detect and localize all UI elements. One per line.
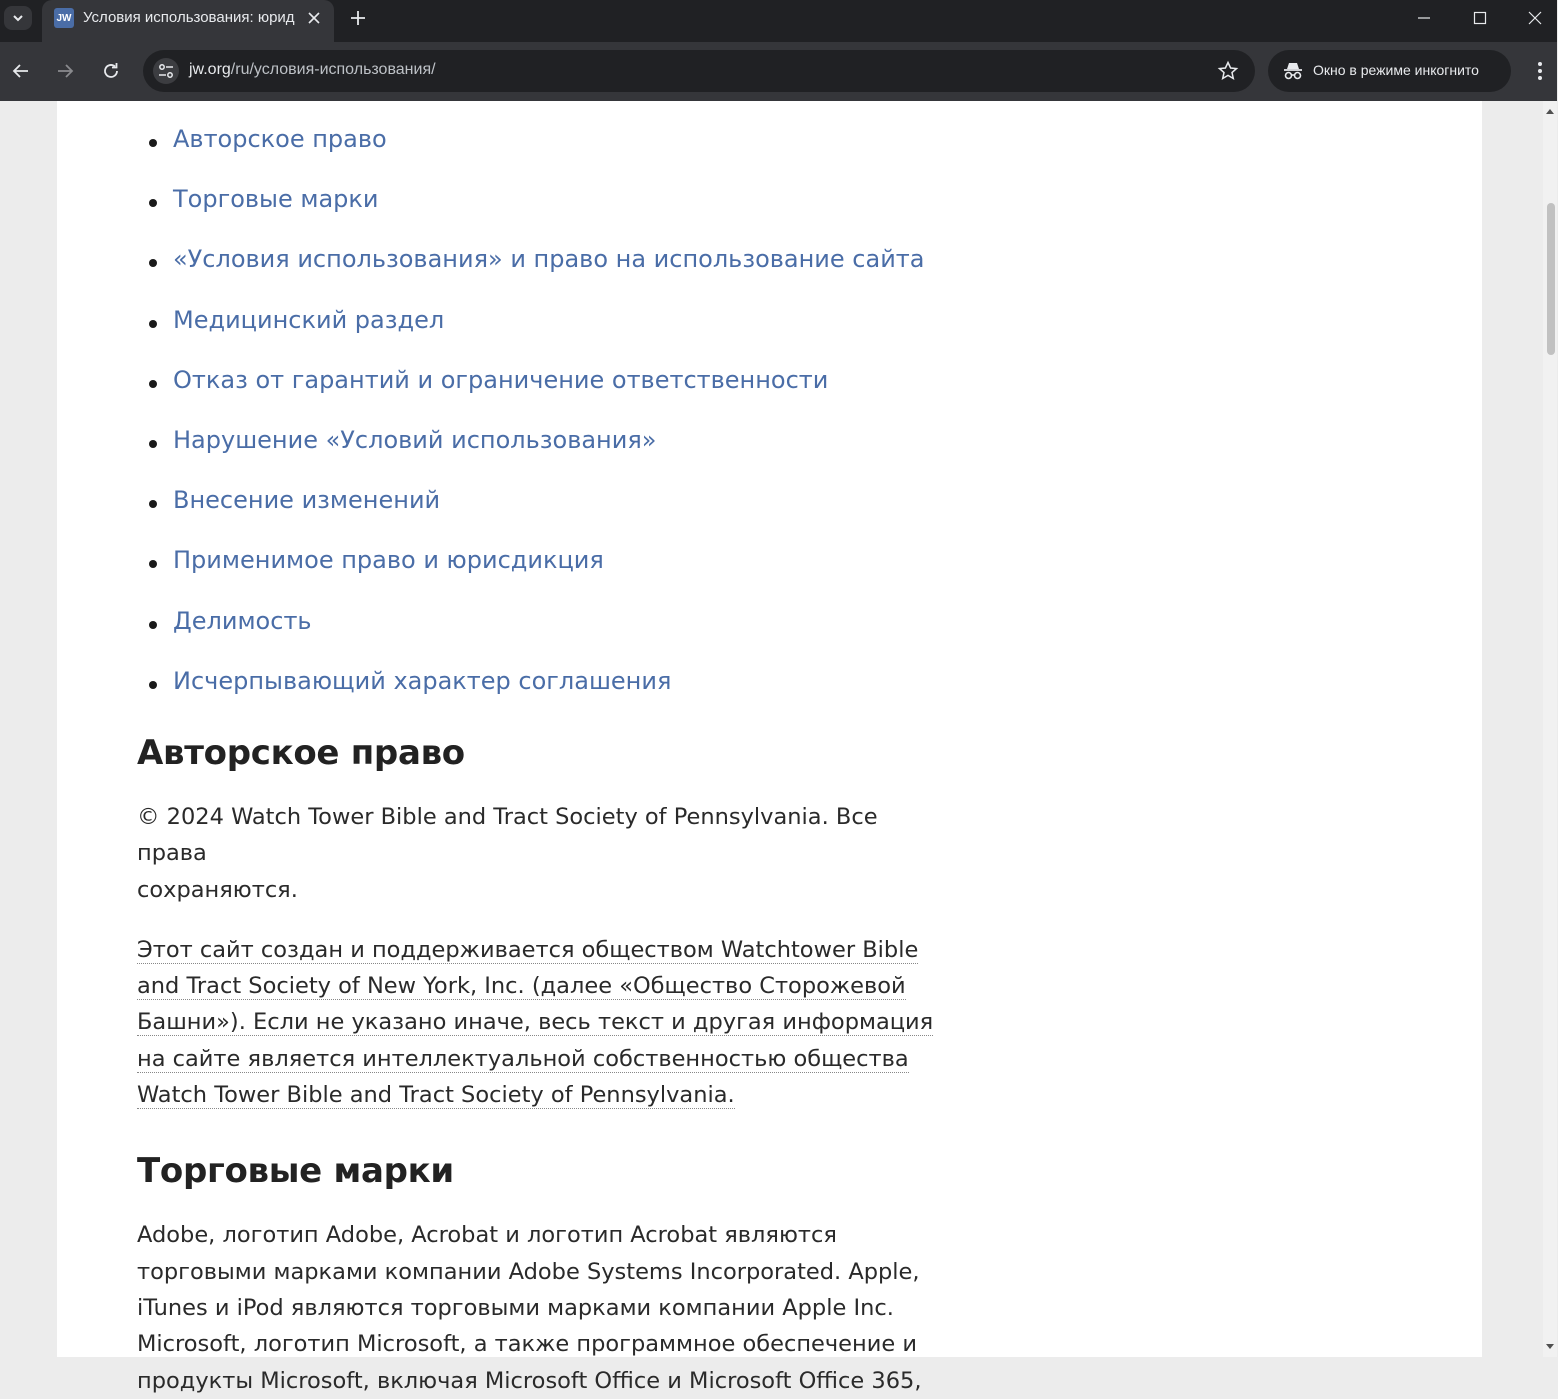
scrollbar-thumb[interactable]: [1547, 203, 1555, 355]
copyright-line: сохраняются.: [137, 876, 298, 903]
bullet-icon: [149, 199, 157, 207]
reload-button[interactable]: [96, 56, 126, 86]
toc-link-governing-law[interactable]: Применимое право и юрисдикция: [173, 546, 604, 575]
minimize-icon: [1417, 11, 1431, 25]
window-close-button[interactable]: [1512, 4, 1558, 32]
publisher-line: на сайте является интеллектуальной собственностью общества: [137, 1045, 909, 1072]
incognito-badge[interactable]: [1268, 50, 1511, 92]
section-heading-trademarks: Торговые марки: [137, 1151, 454, 1192]
plus-icon: [350, 10, 366, 26]
trademarks-line: Microsoft, логотип Microsoft, а также программное обеспечение и: [137, 1331, 917, 1358]
toc-link-trademarks[interactable]: Торговые марки: [173, 185, 379, 214]
browser-toolbar: [0, 42, 1557, 101]
arrow-left-icon: [12, 62, 30, 80]
trademarks-line: продукты Microsoft, включая Microsoft Office и Microsoft Office 365,: [137, 1367, 922, 1394]
tab-close-button[interactable]: [304, 8, 324, 28]
site-info-button[interactable]: [153, 58, 179, 84]
bullet-icon: [149, 259, 157, 267]
bullet-icon: [149, 139, 157, 147]
incognito-label: Окно в режиме инкогнито: [1313, 62, 1479, 78]
bullet-icon: [149, 560, 157, 568]
reload-icon: [102, 62, 120, 80]
toc-link-severability[interactable]: Делимость: [173, 606, 312, 635]
address-bar[interactable]: [143, 50, 1255, 92]
vertical-scrollbar[interactable]: [1543, 101, 1557, 1357]
trademarks-line: iTunes и iPod являются торговыми марками компании Apple Inc.: [137, 1294, 894, 1321]
tune-icon: [158, 63, 174, 79]
maximize-icon: [1473, 11, 1487, 25]
close-icon: [308, 12, 320, 24]
page-content: [57, 101, 1482, 1394]
chevron-down-icon: [12, 12, 24, 24]
star-icon: [1218, 61, 1238, 81]
publisher-line: Этот сайт создан и поддерживается обществом Watchtower Bible: [137, 936, 919, 963]
trademarks-line: Adobe, логотип Adobe, Acrobat и логотип Acrobat являются: [137, 1222, 837, 1249]
browser-menu-button[interactable]: [1526, 56, 1554, 86]
new-tab-button[interactable]: [344, 6, 372, 30]
copyright-paragraph: [137, 799, 947, 908]
browser-titlebar: [0, 0, 1557, 42]
bullet-icon: [149, 500, 157, 508]
active-tab[interactable]: [42, 0, 334, 42]
bullet-icon: [149, 320, 157, 328]
forward-button[interactable]: [50, 56, 80, 86]
publisher-line: Башни»). Если не указано иначе, весь текст и другая информация: [137, 1009, 934, 1036]
toc-link-entire-agreement[interactable]: Исчерпывающий характер соглашения: [173, 666, 672, 695]
url-host: jw.org: [189, 61, 231, 78]
toc-link-medical[interactable]: Медицинский раздел: [173, 305, 445, 334]
toc-link-copyright[interactable]: Авторское право: [173, 125, 387, 153]
publisher-paragraph: [137, 932, 947, 1113]
url-text[interactable]: [189, 61, 436, 79]
bullet-icon: [149, 440, 157, 448]
toc-link-disclaimer[interactable]: Отказ от гарантий и ограничение ответственности: [173, 365, 829, 394]
publisher-line: and Tract Society of New York, Inc. (далее «Общество Сторожевой: [137, 973, 906, 1000]
scroll-down-arrow-icon[interactable]: [1546, 1344, 1554, 1349]
trademarks-paragraph: [137, 1217, 947, 1398]
minimize-button[interactable]: [1401, 4, 1447, 32]
close-icon: [1528, 11, 1542, 25]
section-heading-copyright: Авторское право: [137, 733, 465, 773]
url-path: /ru/условия-использования/: [230, 61, 436, 78]
toc-link-violation[interactable]: Нарушение «Условий использования»: [173, 425, 657, 454]
scroll-up-arrow-icon[interactable]: [1546, 109, 1554, 114]
toc-link-terms-of-use[interactable]: «Условия использования» и право на использование сайта: [173, 245, 925, 274]
more-vertical-icon: [1537, 61, 1543, 81]
arrow-right-icon: [56, 62, 74, 80]
jw-favicon-icon: JW: [54, 8, 74, 28]
maximize-button[interactable]: [1457, 4, 1503, 32]
tab-title: Условия использования: юрид: [83, 9, 295, 26]
bullet-icon: [149, 380, 157, 388]
bookmark-button[interactable]: [1217, 60, 1239, 82]
copyright-line: © 2024 Watch Tower Bible and Tract Society of Pennsylvania. Все права: [137, 804, 878, 867]
tab-search-button[interactable]: [4, 6, 32, 30]
article-body: [137, 733, 947, 1399]
incognito-icon: [1282, 60, 1304, 82]
back-button[interactable]: [6, 56, 36, 86]
trademarks-line: торговыми марками компании Adobe Systems Incorporated. Apple,: [137, 1258, 920, 1285]
publisher-line: Watch Tower Bible and Tract Society of Pennsylvania.: [137, 1082, 735, 1109]
toc-link-changes[interactable]: Внесение изменений: [173, 486, 441, 515]
bullet-icon: [149, 621, 157, 629]
bullet-icon: [149, 681, 157, 689]
